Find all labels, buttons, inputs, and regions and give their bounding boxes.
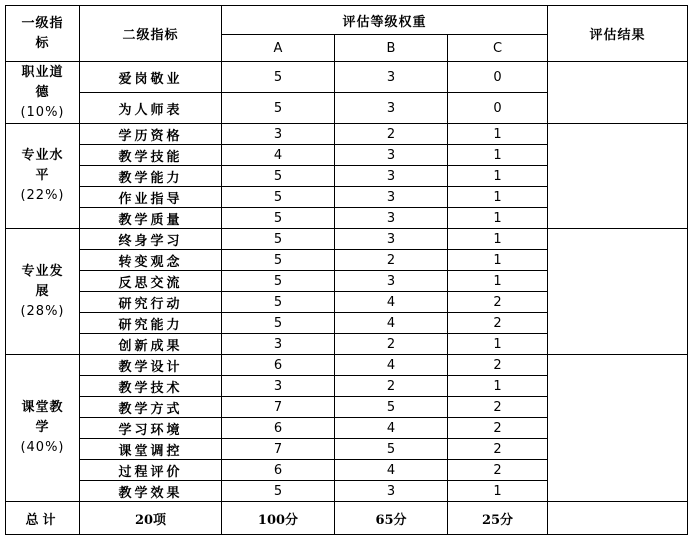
result-cell[interactable] bbox=[548, 229, 688, 355]
grade-b-value: 5 bbox=[335, 397, 448, 418]
level2-label: 作业指导 bbox=[80, 187, 222, 208]
total-items: 20项 bbox=[80, 502, 222, 535]
result-cell[interactable] bbox=[548, 124, 688, 229]
grade-c-value: 1 bbox=[448, 481, 548, 502]
level2-label: 爱岗敬业 bbox=[80, 62, 222, 93]
grade-a-value: 5 bbox=[222, 166, 335, 187]
total-a: 100分 bbox=[222, 502, 335, 535]
grade-a-value: 3 bbox=[222, 334, 335, 355]
level2-label: 教学效果 bbox=[80, 481, 222, 502]
level1-name: 专业发展 bbox=[21, 263, 64, 299]
grade-c-value: 1 bbox=[448, 250, 548, 271]
grade-c-value: 1 bbox=[448, 166, 548, 187]
result-cell[interactable] bbox=[548, 355, 688, 502]
grade-c-value: 2 bbox=[448, 355, 548, 376]
level2-label: 教学技能 bbox=[80, 145, 222, 166]
total-label: 总计 bbox=[6, 502, 80, 535]
level1-percent: (28%) bbox=[20, 303, 65, 319]
grade-b-value: 3 bbox=[335, 145, 448, 166]
level1-name: 职业道德 bbox=[21, 64, 64, 100]
table-row bbox=[6, 355, 688, 376]
table-row bbox=[6, 124, 688, 145]
grade-a-value: 3 bbox=[222, 124, 335, 145]
grade-a-value: 5 bbox=[222, 292, 335, 313]
grade-c-value: 1 bbox=[448, 271, 548, 292]
level2-label: 研究能力 bbox=[80, 313, 222, 334]
evaluation-table bbox=[5, 5, 688, 535]
level1-percent: (10%) bbox=[20, 104, 65, 120]
grade-a-value: 5 bbox=[222, 93, 335, 124]
level1-percent: (40%) bbox=[20, 440, 65, 455]
total-result bbox=[548, 502, 688, 535]
grade-c-value: 0 bbox=[448, 62, 548, 93]
level2-label: 学历资格 bbox=[80, 124, 222, 145]
grade-a-value: 4 bbox=[222, 145, 335, 166]
grade-b-value: 3 bbox=[335, 93, 448, 124]
grade-c-value: 1 bbox=[448, 187, 548, 208]
grade-b-value: 3 bbox=[335, 166, 448, 187]
level1-name: 专业水平 bbox=[21, 148, 64, 183]
grade-a-value: 7 bbox=[222, 397, 335, 418]
level2-label: 教学质量 bbox=[80, 208, 222, 229]
grade-a-value: 6 bbox=[222, 460, 335, 481]
header-level2: 二级指标 bbox=[80, 6, 222, 62]
level2-label: 终身学习 bbox=[80, 229, 222, 250]
grade-c-value: 1 bbox=[448, 208, 548, 229]
table-row bbox=[6, 229, 688, 250]
level2-label: 研究行动 bbox=[80, 292, 222, 313]
grade-b-value: 3 bbox=[335, 62, 448, 93]
grade-b-value: 4 bbox=[335, 355, 448, 376]
table-body bbox=[6, 62, 688, 502]
result-cell[interactable] bbox=[548, 62, 688, 124]
level2-label: 教学方式 bbox=[80, 397, 222, 418]
header-result: 评估结果 bbox=[548, 6, 688, 62]
header-grade-c: C bbox=[448, 35, 548, 62]
level1-name: 课堂教学 bbox=[21, 400, 64, 435]
grade-c-value: 1 bbox=[448, 334, 548, 355]
level2-label: 课堂调控 bbox=[80, 439, 222, 460]
grade-b-value: 3 bbox=[335, 208, 448, 229]
grade-c-value: 1 bbox=[448, 376, 548, 397]
grade-c-value: 2 bbox=[448, 292, 548, 313]
header-weight: 评估等级权重 bbox=[222, 6, 548, 35]
grade-b-value: 3 bbox=[335, 271, 448, 292]
grade-c-value: 2 bbox=[448, 460, 548, 481]
level2-label: 为人师表 bbox=[80, 93, 222, 124]
level2-label: 学习环境 bbox=[80, 418, 222, 439]
grade-c-value: 1 bbox=[448, 124, 548, 145]
level2-label: 过程评价 bbox=[80, 460, 222, 481]
header-level1: 一级指标 bbox=[6, 6, 80, 62]
grade-b-value: 2 bbox=[335, 376, 448, 397]
grade-a-value: 7 bbox=[222, 439, 335, 460]
level1-percent: (22%) bbox=[20, 188, 65, 203]
grade-b-value: 4 bbox=[335, 292, 448, 313]
total-c: 25分 bbox=[448, 502, 548, 535]
level1-cell bbox=[6, 229, 80, 355]
grade-a-value: 5 bbox=[222, 229, 335, 250]
grade-a-value: 5 bbox=[222, 481, 335, 502]
level1-cell bbox=[6, 124, 80, 229]
level2-label: 教学设计 bbox=[80, 355, 222, 376]
grade-c-value: 0 bbox=[448, 93, 548, 124]
grade-b-value: 2 bbox=[335, 250, 448, 271]
header-grade-a: A bbox=[222, 35, 335, 62]
grade-b-value: 3 bbox=[335, 229, 448, 250]
level2-label: 教学能力 bbox=[80, 166, 222, 187]
level1-cell bbox=[6, 355, 80, 502]
table-row bbox=[6, 62, 688, 93]
grade-c-value: 2 bbox=[448, 397, 548, 418]
grade-c-value: 1 bbox=[448, 229, 548, 250]
grade-b-value: 4 bbox=[335, 313, 448, 334]
grade-b-value: 5 bbox=[335, 439, 448, 460]
grade-c-value: 2 bbox=[448, 418, 548, 439]
grade-a-value: 5 bbox=[222, 271, 335, 292]
grade-a-value: 3 bbox=[222, 376, 335, 397]
grade-b-value: 4 bbox=[335, 418, 448, 439]
grade-a-value: 6 bbox=[222, 418, 335, 439]
level2-label: 教学技术 bbox=[80, 376, 222, 397]
grade-b-value: 2 bbox=[335, 334, 448, 355]
header-grade-b: B bbox=[335, 35, 448, 62]
grade-a-value: 6 bbox=[222, 355, 335, 376]
level2-label: 转变观念 bbox=[80, 250, 222, 271]
grade-a-value: 5 bbox=[222, 62, 335, 93]
total-b: 65分 bbox=[335, 502, 448, 535]
level1-cell bbox=[6, 62, 80, 124]
grade-c-value: 2 bbox=[448, 439, 548, 460]
grade-a-value: 5 bbox=[222, 250, 335, 271]
grade-b-value: 4 bbox=[335, 460, 448, 481]
grade-b-value: 3 bbox=[335, 187, 448, 208]
grade-b-value: 3 bbox=[335, 481, 448, 502]
level2-label: 创新成果 bbox=[80, 334, 222, 355]
level2-label: 反思交流 bbox=[80, 271, 222, 292]
grade-a-value: 5 bbox=[222, 313, 335, 334]
grade-a-value: 5 bbox=[222, 208, 335, 229]
grade-c-value: 2 bbox=[448, 313, 548, 334]
grade-b-value: 2 bbox=[335, 124, 448, 145]
grade-c-value: 1 bbox=[448, 145, 548, 166]
grade-a-value: 5 bbox=[222, 187, 335, 208]
